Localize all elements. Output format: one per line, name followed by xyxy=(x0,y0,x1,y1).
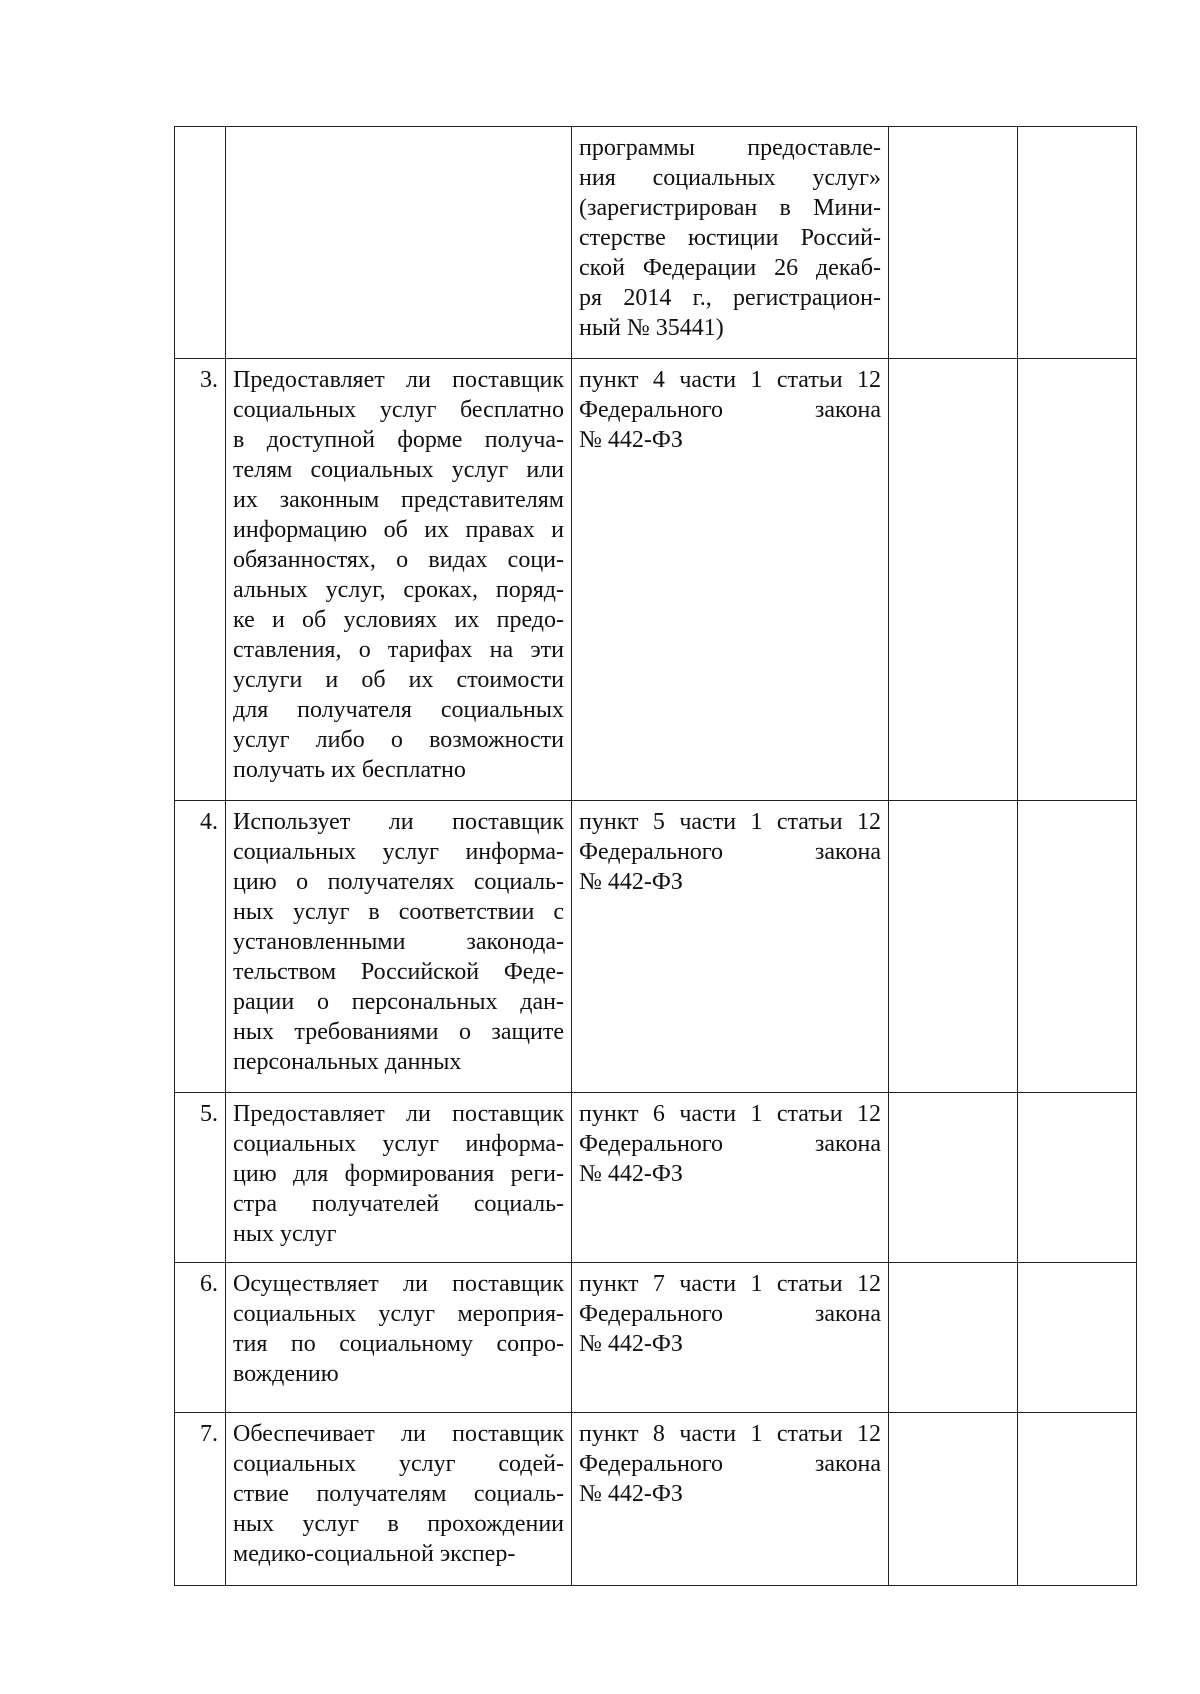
answer-cell xyxy=(889,801,1018,1093)
question-line: стра получателей социаль- xyxy=(233,1191,564,1217)
reference-line: пункт 8 части 1 статьи 12 xyxy=(579,1421,881,1447)
question-line: социальных услуг содей- xyxy=(233,1451,564,1477)
legal-reference xyxy=(572,1413,889,1586)
reference-line: пункт 4 части 1 статьи 12 xyxy=(579,367,881,393)
row-number: 6. xyxy=(175,1263,226,1413)
answer-cell xyxy=(889,1413,1018,1586)
answer-cell xyxy=(889,1263,1018,1413)
question-line: ке и об условиях их предо- xyxy=(233,607,564,633)
table-row xyxy=(175,1093,1137,1263)
question-line: медико-социальной экспер- xyxy=(233,1541,516,1567)
table-row xyxy=(175,359,1137,801)
requirement-question xyxy=(226,127,572,359)
checklist-table xyxy=(174,126,1137,1586)
question-line: социальных услуг мероприя- xyxy=(233,1301,564,1327)
question-line: ных требованиями о защите xyxy=(233,1019,564,1045)
reference-line: ря 2014 г., регистрацион- xyxy=(579,285,881,311)
question-line: телям социальных услуг или xyxy=(233,457,564,483)
reference-line: программы предоставле- xyxy=(579,135,881,161)
reference-line: № 442-ФЗ xyxy=(579,1331,683,1357)
question-line: для получателя социальных xyxy=(233,697,564,723)
legal-reference xyxy=(572,1093,889,1263)
question-line: социальных услуг бесплатно xyxy=(233,397,564,423)
question-line: персональных данных xyxy=(233,1049,462,1075)
note-cell xyxy=(1018,801,1137,1093)
table-row xyxy=(175,1263,1137,1413)
question-line: ставления, о тарифах на эти xyxy=(233,637,564,663)
question-line: информацию об их правах и xyxy=(233,517,564,543)
table-row xyxy=(175,127,1137,359)
reference-line: пункт 5 части 1 статьи 12 xyxy=(579,809,881,835)
row-number: 4. xyxy=(175,801,226,1093)
question-line: ных услуг в соответствии с xyxy=(233,899,564,925)
legal-reference xyxy=(572,127,889,359)
question-line: рации о персональных дан- xyxy=(233,989,564,1015)
note-cell xyxy=(1018,1093,1137,1263)
requirement-question xyxy=(226,359,572,801)
question-line: Осуществляет ли поставщик xyxy=(233,1271,564,1297)
reference-line: № 442-ФЗ xyxy=(579,1481,683,1507)
reference-line: (зарегистрирован в Мини- xyxy=(579,195,881,221)
question-line: услуги и об их стоимости xyxy=(233,667,564,693)
legal-reference xyxy=(572,359,889,801)
legal-reference xyxy=(572,801,889,1093)
question-line: обязанностях, о видах соци- xyxy=(233,547,564,573)
question-line: ных услуг xyxy=(233,1221,337,1247)
question-line: социальных услуг информа- xyxy=(233,1131,564,1157)
requirement-question xyxy=(226,1413,572,1586)
question-line: тия по социальному сопро- xyxy=(233,1331,564,1357)
reference-line: Федерального закона xyxy=(579,839,881,865)
question-line: ствие получателям социаль- xyxy=(233,1481,564,1507)
row-number: 7. xyxy=(175,1413,226,1586)
question-line: получать их бесплатно xyxy=(233,757,466,783)
note-cell xyxy=(1018,127,1137,359)
question-line: установленными законода- xyxy=(233,929,564,955)
table-row xyxy=(175,801,1137,1093)
reference-line: пункт 7 части 1 статьи 12 xyxy=(579,1271,881,1297)
answer-cell xyxy=(889,359,1018,801)
reference-line: Федерального закона xyxy=(579,1301,881,1327)
question-line: в доступной форме получа- xyxy=(233,427,564,453)
note-cell xyxy=(1018,359,1137,801)
question-line: социальных услуг информа- xyxy=(233,839,564,865)
reference-line: № 442-ФЗ xyxy=(579,869,683,895)
reference-line: ской Федерации 26 декаб- xyxy=(579,255,881,281)
table-row xyxy=(175,1413,1137,1586)
row-number: 5. xyxy=(175,1093,226,1263)
reference-line: Федерального закона xyxy=(579,397,881,423)
legal-reference xyxy=(572,1263,889,1413)
question-line: Обеспечивает ли поставщик xyxy=(233,1421,564,1447)
answer-cell xyxy=(889,127,1018,359)
reference-line: пункт 6 части 1 статьи 12 xyxy=(579,1101,881,1127)
reference-line: ния социальных услуг» xyxy=(579,165,881,191)
question-line: цию для формирования реги- xyxy=(233,1161,564,1187)
question-line: альных услуг, сроках, поряд- xyxy=(233,577,564,603)
reference-line: ный № 35441) xyxy=(579,315,724,341)
row-number xyxy=(175,127,226,359)
reference-line: Федерального закона xyxy=(579,1451,881,1477)
question-line: их законным представителям xyxy=(233,487,564,513)
note-cell xyxy=(1018,1413,1137,1586)
question-line: Предоставляет ли поставщик xyxy=(233,1101,564,1127)
question-line: Предоставляет ли поставщик xyxy=(233,367,564,393)
question-line: ных услуг в прохождении xyxy=(233,1511,564,1537)
requirement-question xyxy=(226,801,572,1093)
reference-line: № 442-ФЗ xyxy=(579,1161,683,1187)
question-line: услуг либо о возможности xyxy=(233,727,564,753)
note-cell xyxy=(1018,1263,1137,1413)
answer-cell xyxy=(889,1093,1018,1263)
question-line: вождению xyxy=(233,1361,339,1387)
reference-line: Федерального закона xyxy=(579,1131,881,1157)
question-line: Использует ли поставщик xyxy=(233,809,564,835)
reference-line: № 442-ФЗ xyxy=(579,427,683,453)
requirement-question xyxy=(226,1263,572,1413)
question-line: цию о получателях социаль- xyxy=(233,869,564,895)
row-number: 3. xyxy=(175,359,226,801)
requirement-question xyxy=(226,1093,572,1263)
question-line: тельством Российской Феде- xyxy=(233,959,564,985)
reference-line: стерстве юстиции Россий- xyxy=(579,225,881,251)
